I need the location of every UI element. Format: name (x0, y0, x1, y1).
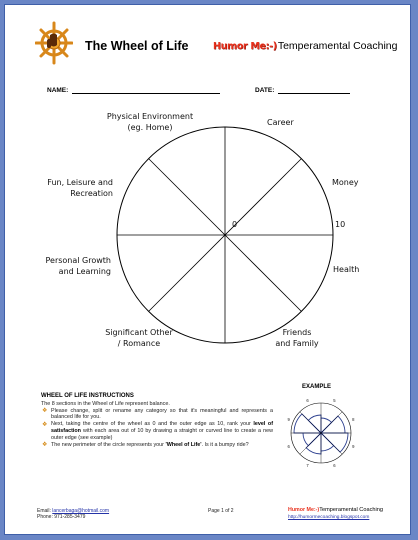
example-score-arc (303, 433, 321, 446)
label-physical-line2: (eg. Home) (127, 123, 173, 132)
label-friends-line2: and Family (275, 339, 319, 348)
label-physical-line1: Physical Environment (106, 112, 194, 121)
email-link[interactable]: lancerbaga@hotmail.com (52, 508, 110, 514)
instructions-list (41, 408, 273, 449)
name-blank-line[interactable] (72, 93, 220, 94)
footer-brand-logo-text: Humor Me:-) (288, 507, 320, 513)
example-score-label: 9 (352, 443, 355, 449)
example-score-label: 6 (306, 398, 309, 404)
footer-url-link[interactable]: http://humormecoaching.blogspot.com (288, 515, 370, 520)
instruction-text: with each area out of 10 by drawing a straight or curved line to create a new outer edge (see example) (51, 427, 273, 441)
name-field (47, 87, 220, 94)
wheel-of-life-diagram (115, 125, 335, 345)
example-score-label: 7 (306, 462, 309, 468)
instruction-emphasis: level of satisfaction (51, 421, 273, 434)
label-growth-line1: Personal Growth (45, 256, 111, 265)
example-wheel-diagram (281, 391, 361, 471)
instruction-item (41, 408, 273, 421)
document-page (4, 4, 411, 535)
page-number: Page 1 of 2 (208, 508, 234, 514)
example-score-arc (321, 418, 332, 433)
date-blank-line[interactable] (278, 93, 350, 94)
example-score-arc (294, 414, 321, 433)
email-label: Email: (37, 508, 51, 514)
bullet-icon: ❖ (42, 442, 48, 449)
label-fun-line2: Recreation (70, 189, 113, 198)
phone-label: Phone: (37, 514, 53, 520)
example-score-arc (321, 433, 334, 451)
scale-ten: 10 (335, 220, 346, 229)
header-brand (213, 40, 397, 52)
example-score-label: 9 (287, 417, 290, 423)
label-personal-growth (25, 255, 111, 277)
example-score-arc (321, 433, 348, 452)
contact-info (37, 508, 109, 520)
instruction-text: Please change, split or rename any category so that it's meaningful and represents a balanced life for you. (51, 407, 273, 421)
instruction-item (41, 442, 273, 449)
instruction-emphasis: 'Wheel of Life' (165, 441, 202, 448)
instruction-text: The new perimeter of the circle represents your (51, 441, 166, 448)
phone-number: 971-285-3479 (54, 514, 86, 520)
label-money: Money (332, 178, 359, 187)
label-career: Career (267, 118, 294, 127)
footer-brand-name: Temperamental Coaching (319, 507, 383, 513)
label-fun-leisure (25, 177, 113, 199)
instructions-heading: WHEEL OF LIFE INSTRUCTIONS (41, 393, 134, 399)
example-score-arc (308, 415, 321, 433)
example-score-label: 5 (333, 398, 336, 404)
label-health: Health (333, 265, 360, 274)
example-title: EXAMPLE (302, 384, 332, 390)
example-score-label: 6 (333, 462, 336, 468)
brand-name: Temperamental Coaching (277, 40, 398, 52)
brand-logo-text: Humor Me:-) (213, 41, 277, 52)
bullet-icon: ❖ (42, 421, 48, 428)
ship-wheel-logo-icon (35, 21, 73, 65)
instruction-item (41, 421, 273, 441)
date-field (255, 87, 350, 94)
label-significant-line2: / Romance (117, 339, 161, 348)
instruction-text: Next, taking the centre of the wheel as 0 and the outer edge as 10, rank your (51, 421, 254, 428)
example-score-label: 6 (287, 443, 290, 449)
footer-brand (288, 507, 383, 521)
bullet-icon: ❖ (42, 408, 48, 415)
instruction-text: . Is it a bumpy ride? (201, 441, 249, 448)
date-label: DATE: (255, 87, 275, 94)
instructions-section (41, 393, 273, 448)
scale-zero: 0 (232, 220, 238, 229)
example-score-label: 8 (352, 417, 355, 423)
label-friends-line1: Friends (282, 328, 312, 337)
instructions-intro: The 8 sections in the Wheel of Life represent balance. (41, 400, 170, 407)
name-label: NAME: (47, 87, 69, 94)
label-growth-line2: and Learning (58, 267, 111, 276)
label-fun-line1: Fun, Leisure and (47, 178, 113, 187)
example-score-arc (306, 433, 321, 454)
page-title: The Wheel of Life (85, 39, 189, 53)
label-significant-line1: Significant Other (105, 328, 173, 337)
